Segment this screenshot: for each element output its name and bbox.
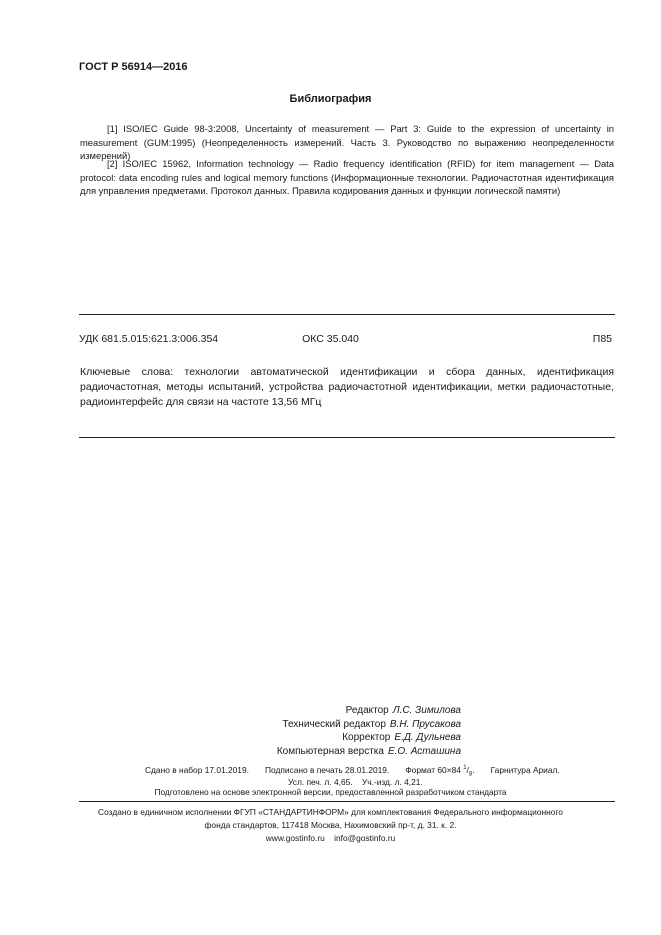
staff-role: Корректор (342, 732, 391, 743)
staff-list (200, 704, 461, 758)
imprint-prepared: Подготовлено на основе электронной версии, предоставленной разработчиком стандарта (154, 787, 507, 797)
publisher-contacts (0, 833, 661, 843)
udk-code: УДК 681.5.015:621.3:006.354 (79, 333, 219, 345)
bibliography-ref-1: [1] ISO/IEC Guide 98-3:2008, Uncertainty of measurement — Part 3: Guide to the expression of uncertainty in measurement (GUM:1995) (Неопределенность измерений. Часть 3. Руководство по выражению неопределенности измерений) (80, 123, 614, 161)
staff-tech-editor (200, 718, 461, 732)
format-main: Формат 60×84 (405, 765, 461, 775)
format-den: 8 (468, 771, 473, 778)
format-num: 1 (463, 765, 467, 772)
typeset-date: Сдано в набор 17.01.2019. (145, 765, 249, 775)
staff-name: В.Н. Прусакова (389, 718, 461, 730)
typeface: Гарнитура Ариал. (490, 765, 560, 775)
format: Формат 60×84 $^1/_8$. (405, 765, 475, 778)
staff-name: Е.О. Асташина (387, 745, 461, 757)
signed-date: Подписано в печать 28.01.2019. (264, 765, 390, 775)
staff-corrector (200, 731, 461, 745)
bibliography-ref-2: [2] ISO/IEC 15962, Information technology — Radio frequency identification (RFID) for item management — Data protocol: data encoding rules and logical memory functions (Информационные технологии. Радиочастотная идентификация для управления предметами. Протокол данных. Правила кодирования данных и функции логической памяти) (80, 158, 614, 196)
divider-top (79, 314, 615, 315)
category-code: П85 (592, 333, 612, 345)
imprint-line-2 (288, 777, 423, 787)
staff-name: Е.Д. Дульнева (394, 732, 461, 743)
printed-sheets: Усл. печ. л. 4,65. (288, 777, 353, 787)
staff-layout (200, 745, 461, 759)
staff-name: Л.С. Зимилова (392, 705, 461, 716)
publisher-email[interactable]: info@gostinfo.ru (334, 833, 396, 843)
publisher-website[interactable]: www.gostinfo.ru (265, 833, 325, 843)
staff-editor (200, 704, 461, 718)
publisher-line-2: фонда стандартов, 117418 Москва, Нахимовский пр-т, д. 31. к. 2. (204, 820, 457, 830)
divider-middle (79, 437, 615, 438)
staff-role: Редактор (345, 705, 389, 716)
imprint-line-1 (145, 765, 560, 778)
keywords: Ключевые слова: технологии автоматической идентификации и сбора данных, идентификация радиочастотная, методы испытаний, устройства радиочастотной идентификации, метки радиочастотные, радиоинтерфейс для связи на частоте 13,56 МГц (80, 366, 614, 408)
standard-code: ГОСТ Р 56914—2016 (79, 61, 188, 73)
bibliography-title: Библиография (289, 93, 372, 105)
publisher-line-1: Создано в единичном исполнении ФГУП «СТАНДАРТИНФОРМ» для комплектования Федерального информационного (98, 807, 563, 817)
staff-role: Компьютерная верстка (276, 745, 384, 757)
divider-bottom (79, 801, 615, 802)
oks-code: ОКС 35.040 (302, 333, 359, 345)
staff-role: Технический редактор (282, 718, 386, 730)
publishing-sheets: Уч.-изд. л. 4,21. (361, 777, 423, 787)
